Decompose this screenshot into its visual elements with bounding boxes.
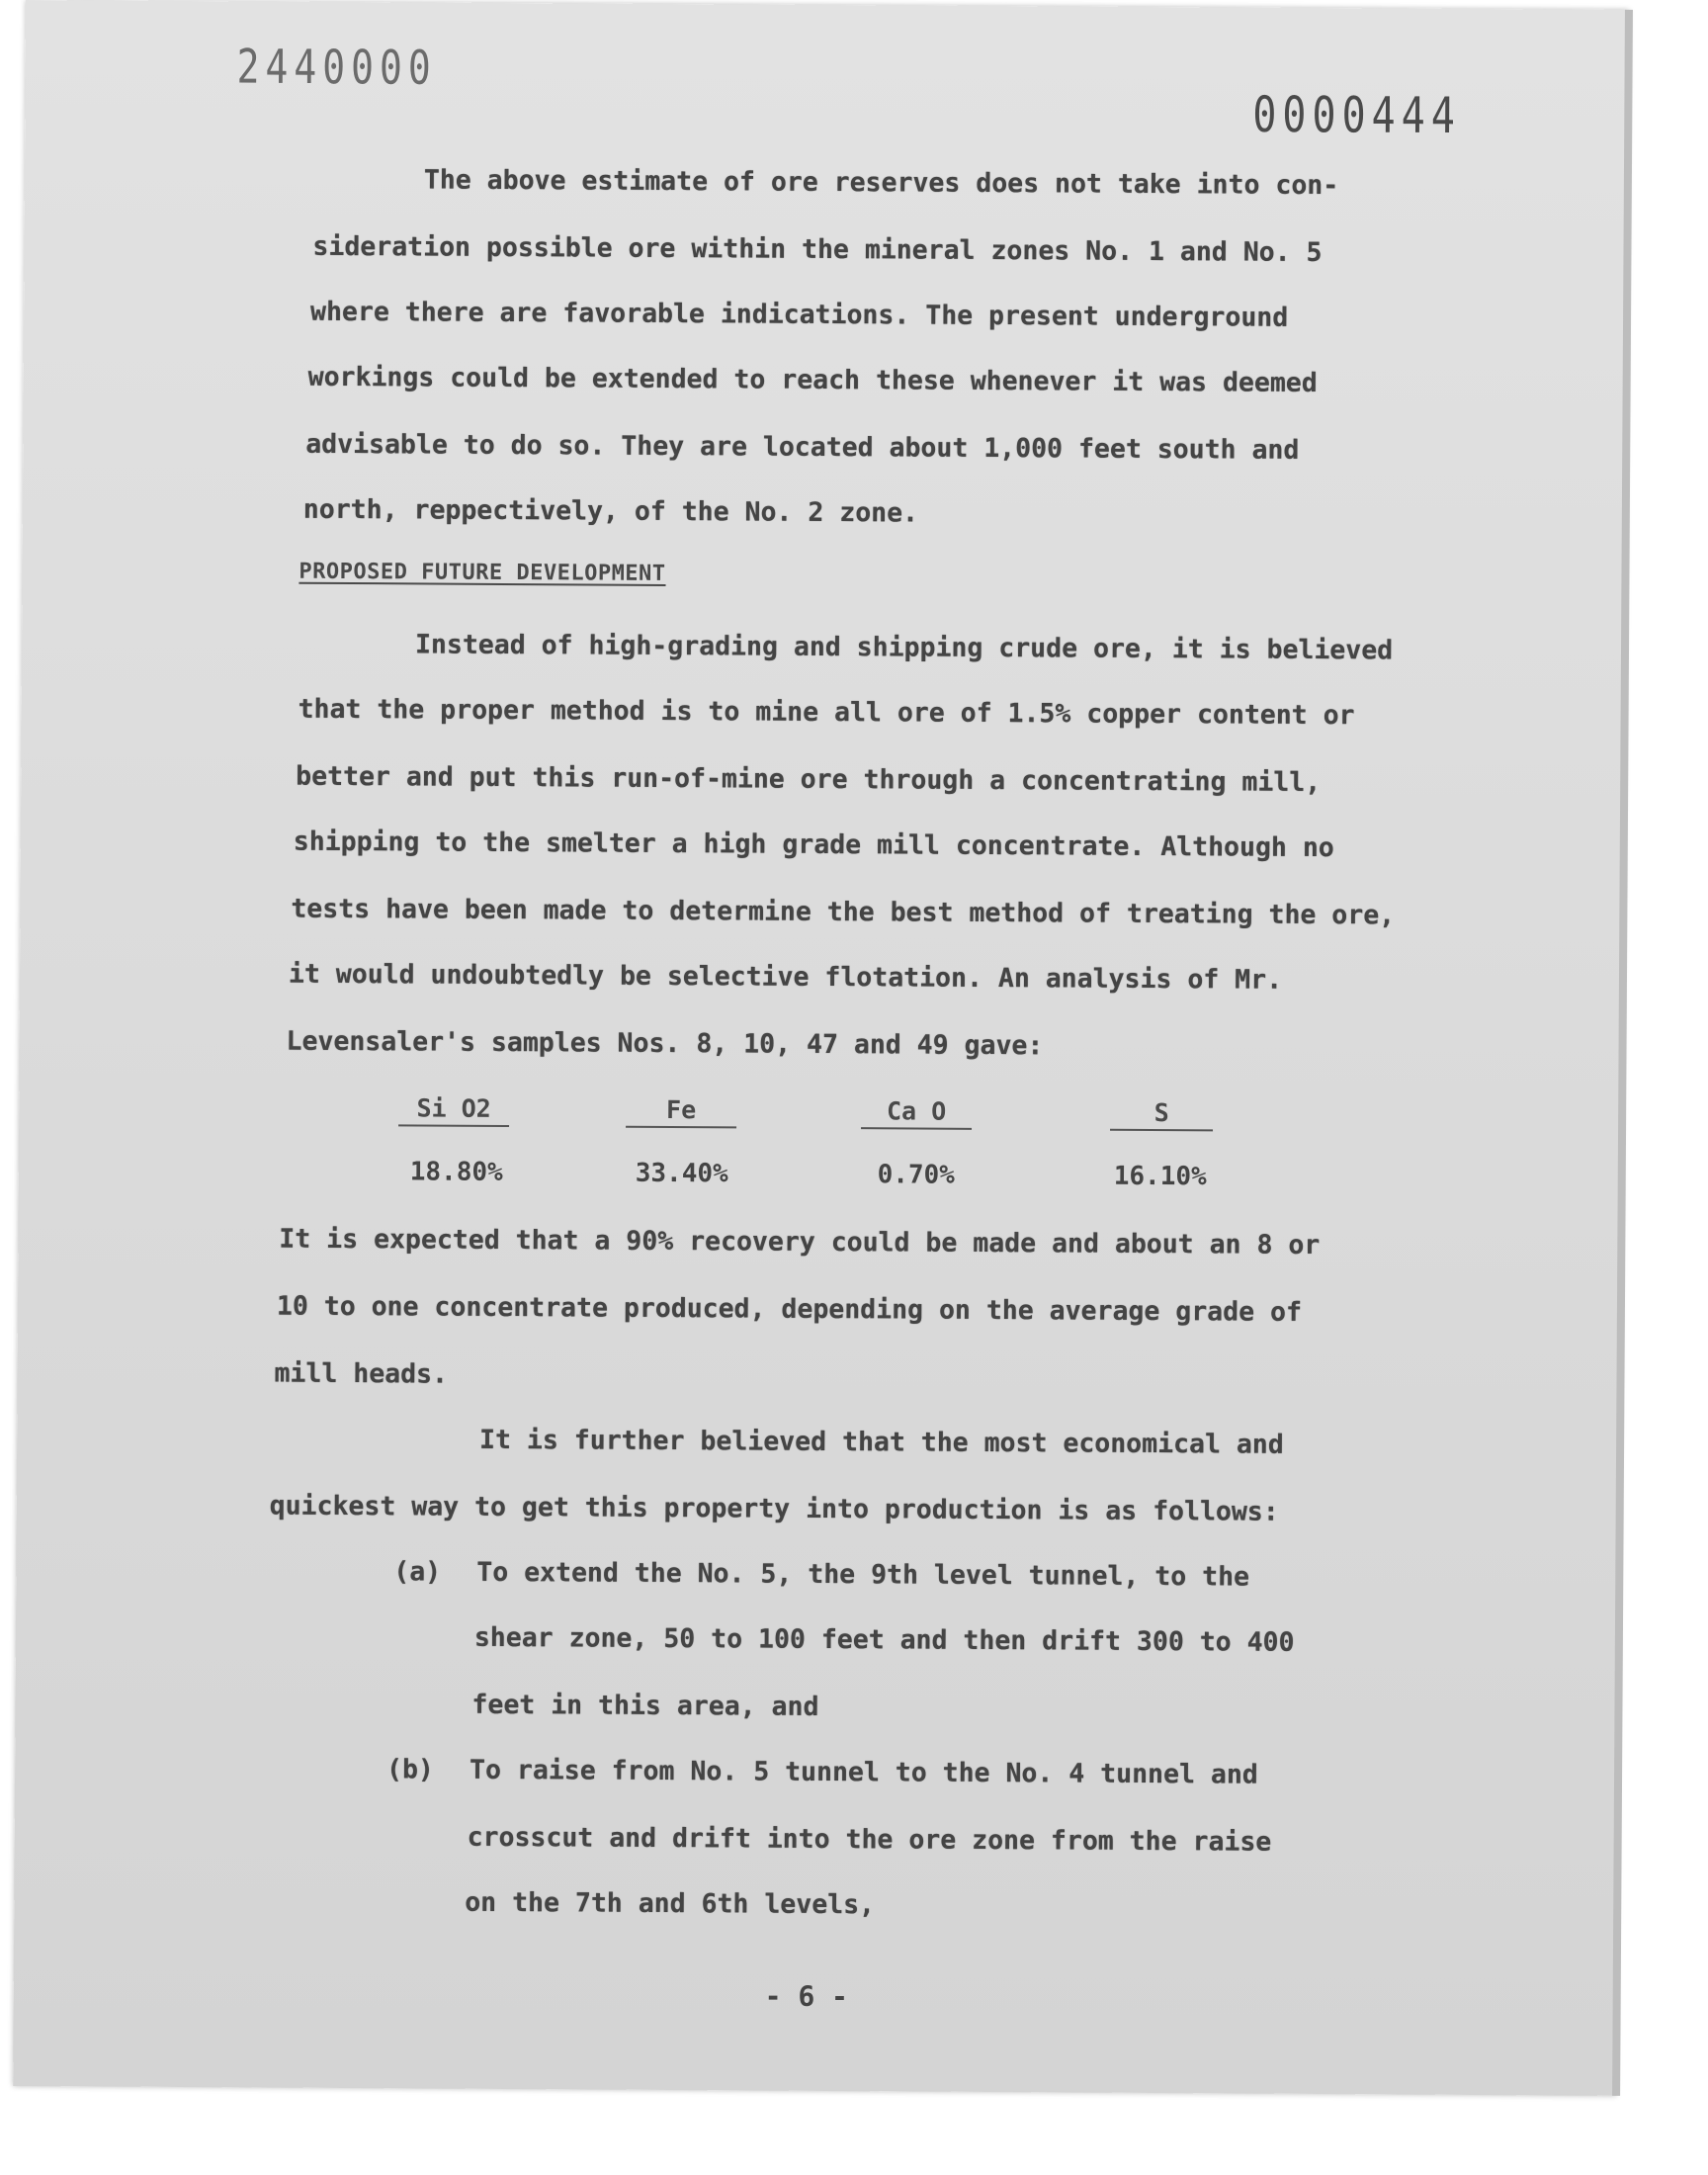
analysis-header-cao: Ca O bbox=[861, 1096, 972, 1130]
analysis-value-fe: 33.40% bbox=[635, 1158, 728, 1189]
paragraph-2-line-5: tests have been made to determine the best method of treating the ore, bbox=[291, 893, 1396, 931]
paragraph-3-line-1: It is expected that a 90% recovery could be made and about an 8 or bbox=[279, 1223, 1321, 1262]
paragraph-1-line-6: north, reppectively, of the No. 2 zone. bbox=[302, 493, 919, 529]
list-item-a-line-2: shear zone, 50 to 100 feet and then drift 300 to 400 bbox=[473, 1621, 1295, 1658]
analysis-header-fe: Fe bbox=[626, 1095, 736, 1129]
paragraph-1-line-4: workings could be extended to reach these whenever it was deemed bbox=[307, 361, 1318, 398]
paragraph-2-line-6: it would undoubtedly be selective flotation. An analysis of Mr. bbox=[288, 958, 1283, 996]
paragraph-1-line-5: advisable to do so. They are located about 1,000 feet south and bbox=[305, 428, 1300, 466]
paragraph-2-line-7: Levensaler's samples Nos. 8, 10, 47 and 49 gave: bbox=[286, 1025, 1044, 1062]
analysis-value-cao: 0.70% bbox=[877, 1160, 955, 1190]
page-number: - 6 - bbox=[764, 1979, 849, 2014]
analysis-header-s: S bbox=[1110, 1098, 1213, 1132]
paragraph-2-line-1: Instead of high-grading and shipping crude ore, it is believed bbox=[414, 629, 1394, 666]
paragraph-2-line-3: better and put this run-of-mine ore through a concentrating mill, bbox=[296, 760, 1322, 799]
list-item-a-line-1: To extend the No. 5, the 9th level tunnel, to the bbox=[476, 1556, 1250, 1593]
document-stamp-top-left: 2440000 bbox=[236, 39, 437, 96]
paragraph-2-line-2: that the proper method is to mine all ore of 1.5% copper content or bbox=[298, 693, 1355, 732]
list-item-b-line-2: crosscut and drift into the ore zone from the raise bbox=[467, 1821, 1272, 1858]
paragraph-1-line-1: The above estimate of ore reserves does not take into con- bbox=[423, 164, 1339, 202]
paragraph-1-line-3: where there are favorable indications. The present underground bbox=[309, 296, 1289, 333]
analysis-value-s: 16.10% bbox=[1113, 1161, 1207, 1192]
list-item-a-marker: (a) bbox=[393, 1556, 442, 1588]
document-stamp-top-right: 0000444 bbox=[1252, 86, 1462, 145]
list-item-b-line-1: To raise from No. 5 tunnel to the No. 4 tunnel and bbox=[469, 1754, 1258, 1790]
paragraph-4-line-1: It is further believed that the most economical and bbox=[479, 1424, 1284, 1460]
analysis-header-sio2: Si O2 bbox=[398, 1093, 509, 1127]
paragraph-4-line-2: quickest way to get this property into production is as follows: bbox=[269, 1490, 1279, 1527]
paragraph-1-line-2: sideration possible ore within the mineral zones No. 1 and No. 5 bbox=[312, 230, 1323, 269]
document-sheet bbox=[13, 0, 1629, 2096]
list-item-b-marker: (b) bbox=[385, 1754, 435, 1785]
paragraph-3-line-2: 10 to one concentrate produced, depending on the average grade of bbox=[276, 1290, 1303, 1328]
list-item-b-line-3: on the 7th and 6th levels, bbox=[465, 1886, 876, 1921]
paragraph-2-line-4: shipping to the smelter a high grade mill concentrate. Although no bbox=[293, 826, 1334, 864]
paragraph-3-line-3: mill heads. bbox=[274, 1357, 449, 1390]
section-heading: PROPOSED FUTURE DEVELOPMENT bbox=[299, 559, 666, 586]
list-item-a-line-3: feet in this area, and bbox=[471, 1689, 819, 1722]
analysis-value-sio2: 18.80% bbox=[409, 1157, 503, 1187]
